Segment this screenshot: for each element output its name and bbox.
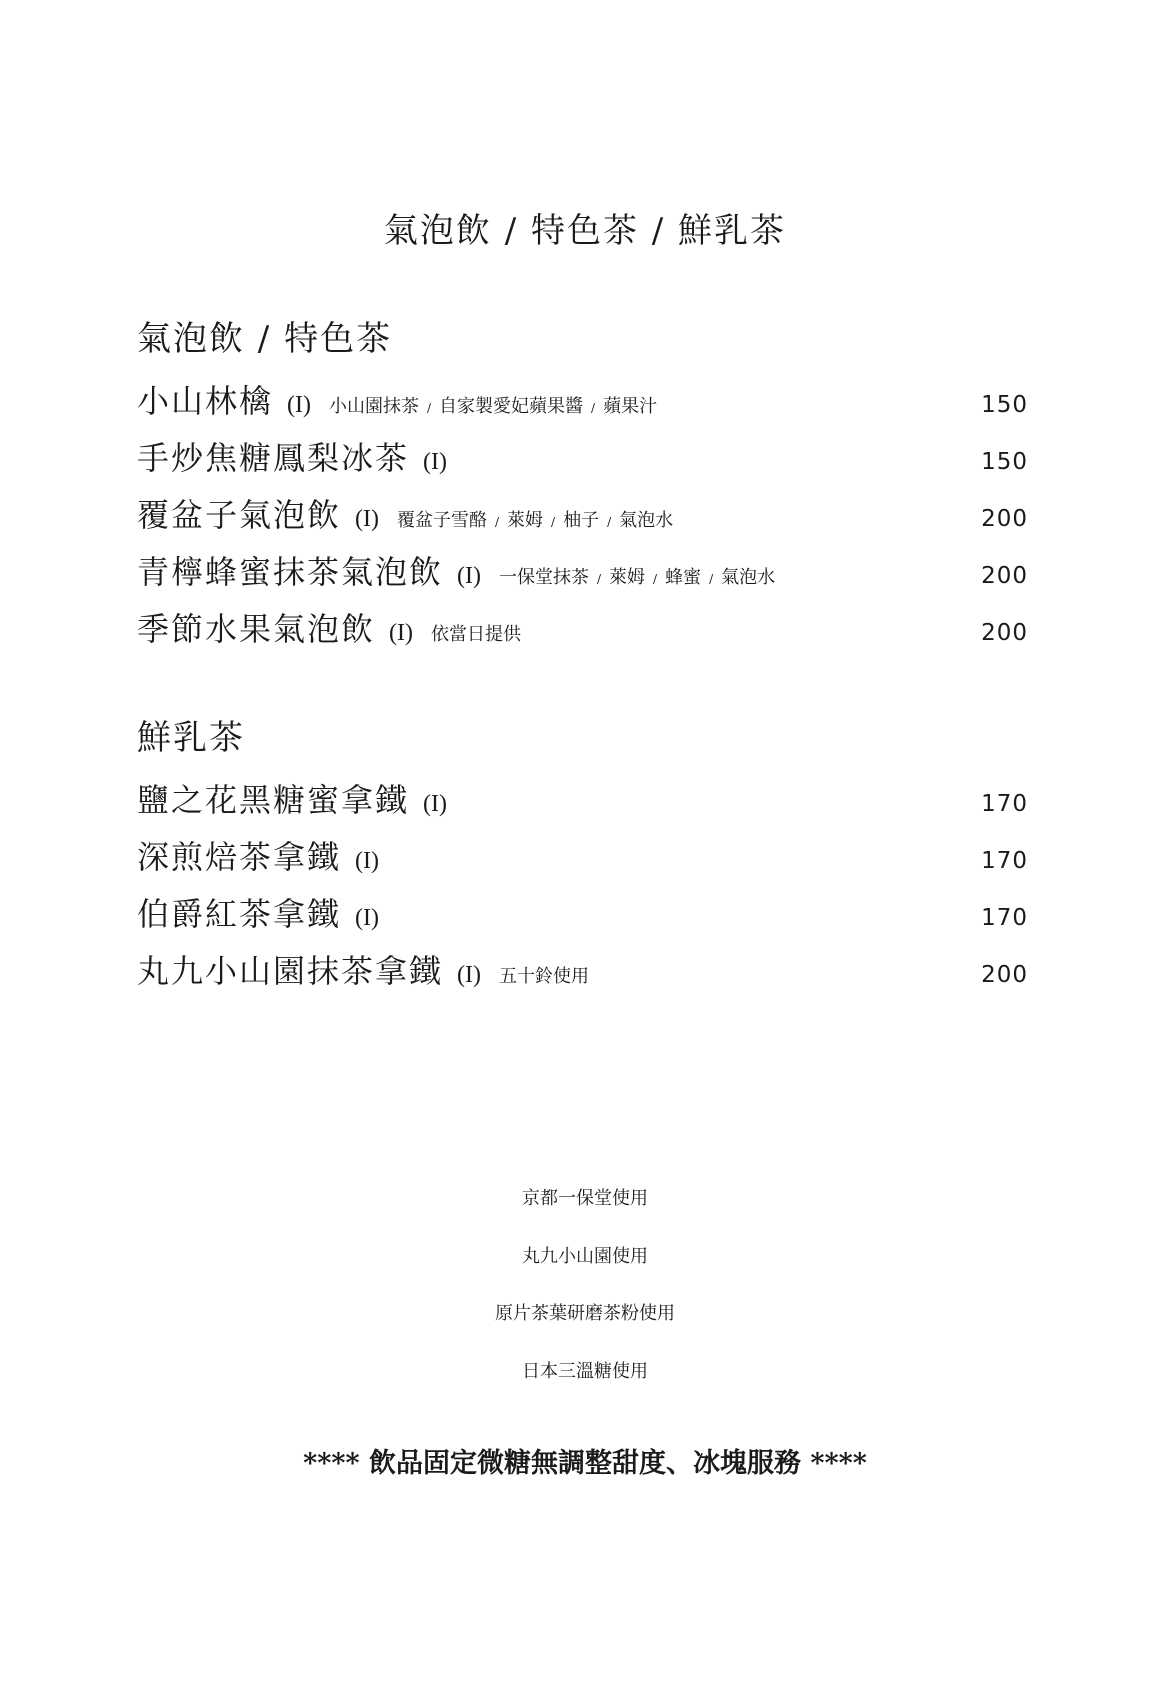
item-name: 丸九小山園抹茶拿鐵 [137, 952, 444, 990]
ingredient-separator: / [709, 572, 714, 586]
page-title: 氣泡飲 / 特色茶 / 鮮乳茶 [383, 211, 787, 251]
item-name: 季節水果氣泡飲 [137, 610, 376, 648]
ingredient-separator: / [653, 572, 658, 586]
section-title-milk-tea: 鮮乳茶 [137, 718, 245, 758]
ingredient: 一保堂抹茶 [499, 567, 589, 588]
menu-item [137, 433, 1028, 483]
item-ingredients [329, 392, 657, 418]
menu-item [137, 889, 1028, 939]
note-line: 日本三溫糖使用 [522, 1360, 648, 1382]
ingredient: 自家製愛妃蘋果醬 [439, 396, 584, 417]
ingredient: 柚子 [563, 510, 600, 531]
item-price: 170 [981, 905, 1028, 931]
ingredient: 萊姆 [507, 510, 544, 531]
ingredient: 依當日提供 [431, 624, 521, 645]
item-ingredients [431, 620, 521, 646]
menu-item [137, 376, 1028, 426]
ingredient: 小山園抹茶 [329, 396, 419, 417]
ingredient-separator: / [551, 515, 556, 529]
ingredient-separator: / [495, 515, 500, 529]
item-name: 深煎焙茶拿鐵 [137, 838, 342, 876]
menu-item [137, 946, 1028, 996]
item-price: 170 [981, 791, 1028, 817]
item-iced-tag: (I) [355, 506, 379, 532]
footer-notice: **** 飲品固定微糖無調整甜度、冰塊服務 **** [303, 1448, 867, 1479]
item-iced-tag: (I) [287, 392, 311, 418]
item-price: 200 [981, 620, 1028, 646]
item-price: 200 [981, 506, 1028, 532]
ingredient-separator: / [607, 515, 612, 529]
item-ingredients [499, 563, 775, 589]
notes-block [0, 1184, 1170, 1414]
item-name: 青檸蜂蜜抹茶氣泡飲 [137, 553, 444, 591]
note-line: 京都一保堂使用 [522, 1188, 648, 1209]
item-name: 小山林檎 [137, 382, 274, 420]
ingredient: 五十鈴使用 [499, 966, 589, 987]
item-name: 伯爵紅茶拿鐵 [137, 895, 342, 933]
ingredient-separator: / [427, 401, 432, 415]
menu-item [137, 604, 1028, 654]
item-iced-tag: (I) [457, 962, 481, 988]
ingredient: 萊姆 [609, 567, 646, 588]
item-price: 170 [981, 848, 1028, 874]
item-price: 150 [981, 449, 1028, 475]
ingredient: 蘋果汁 [603, 396, 658, 417]
ingredient: 氣泡水 [619, 510, 674, 531]
item-price: 200 [981, 962, 1028, 988]
ingredient: 氣泡水 [721, 567, 776, 588]
ingredient-separator: / [591, 401, 596, 415]
menu-item [137, 490, 1028, 540]
item-price: 200 [981, 563, 1028, 589]
item-iced-tag: (I) [423, 449, 447, 475]
item-iced-tag: (I) [355, 848, 379, 874]
item-ingredients [499, 962, 589, 988]
item-name: 手炒焦糖鳳梨冰茶 [137, 439, 410, 477]
item-iced-tag: (I) [355, 905, 379, 931]
note-line: 丸九小山園使用 [522, 1245, 648, 1267]
item-iced-tag: (I) [423, 791, 447, 817]
item-name: 覆盆子氣泡飲 [137, 496, 342, 534]
ingredient: 覆盆子雪酪 [397, 510, 487, 531]
item-iced-tag: (I) [389, 620, 413, 646]
item-price: 150 [981, 392, 1028, 418]
menu-item [137, 775, 1028, 825]
item-name: 鹽之花黑糖蜜拿鐵 [137, 781, 410, 819]
menu-item [137, 547, 1028, 597]
item-ingredients [397, 506, 673, 532]
item-iced-tag: (I) [457, 563, 481, 589]
section-title-sparkling: 氣泡飲 / 特色茶 [137, 319, 393, 359]
ingredient-separator: / [597, 572, 602, 586]
ingredient: 蜂蜜 [665, 567, 702, 588]
menu-item [137, 832, 1028, 882]
note-line: 原片茶葉研磨茶粉使用 [495, 1303, 675, 1324]
